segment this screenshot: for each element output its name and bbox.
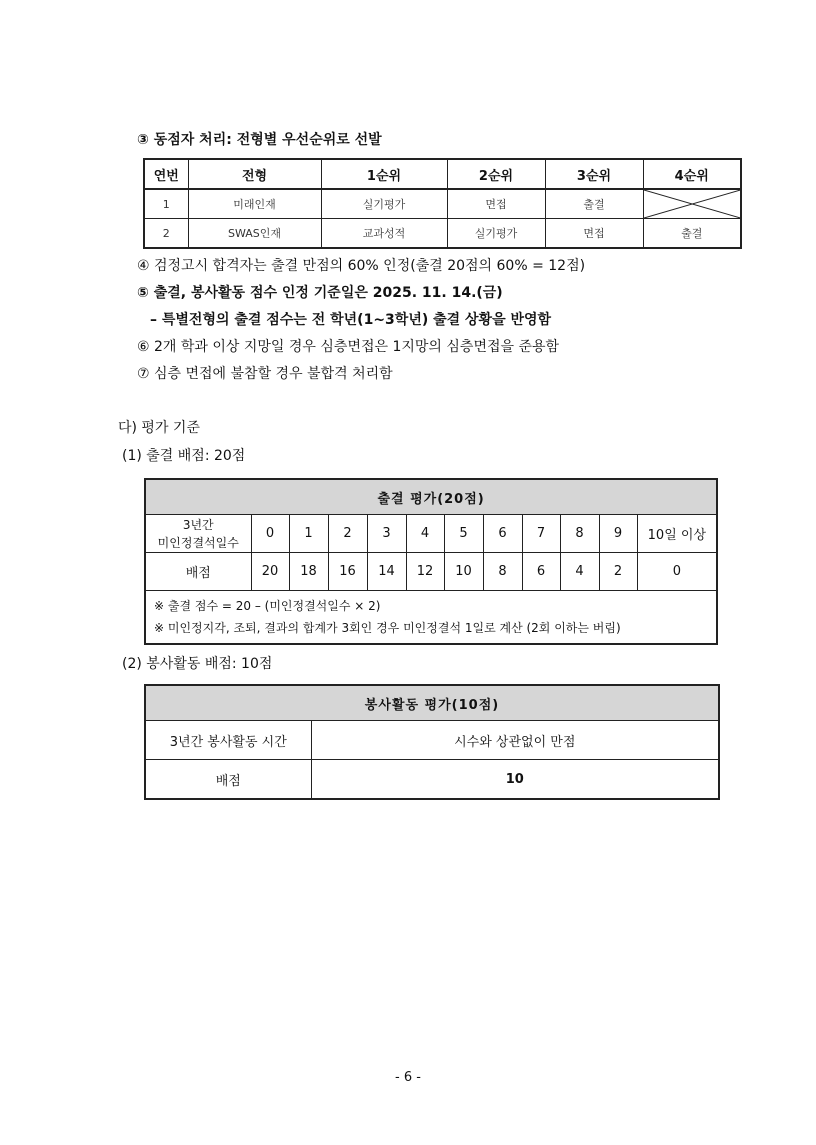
score-cell: 16 (328, 553, 367, 591)
attendance-heading: (1) 출결 배점: 20점 (122, 448, 246, 464)
header-cell: 1순위 (321, 159, 447, 189)
header-cell: 연번 (144, 159, 188, 189)
header-cell: 3순위 (545, 159, 643, 189)
tiebreak-table (143, 158, 742, 249)
volunteer-heading: (2) 봉사활동 배점: 10점 (122, 656, 273, 672)
item-multi-department: ⑥ 2개 학과 이상 지망일 경우 심층면접은 1지망의 심층면접을 준용함 (137, 339, 560, 355)
cross-lines (644, 190, 741, 218)
header-cell: 4순위 (643, 159, 741, 189)
table-cell: 미래인재 (188, 189, 321, 219)
absence-days-label (145, 515, 251, 553)
absence-days-cell: 9 (599, 515, 637, 553)
attendance-score-row (145, 553, 717, 591)
volunteer-score-label: 배점 (145, 760, 311, 800)
header-cell: 2순위 (447, 159, 545, 189)
volunteer-hours-row (145, 721, 719, 760)
table-cell: 면접 (447, 189, 545, 219)
absence-days-cell: 8 (560, 515, 599, 553)
table-cell: 교과성적 (321, 219, 447, 249)
item-ged: ④ 검정고시 합격자는 출결 만점의 60% 인정(출결 20점의 60% = 12점) (137, 258, 586, 274)
attendance-note-formula: ※ 출결 점수 = 20 – (미인정결석일수 × 2) (154, 599, 381, 613)
absence-days-cell: 4 (406, 515, 444, 553)
empty-crossed-cell (643, 189, 741, 219)
score-cell: 18 (289, 553, 328, 591)
table-cell: SWAS인재 (188, 219, 321, 249)
table-cell: 실기평가 (321, 189, 447, 219)
table-cell: 2 (144, 219, 188, 249)
table-row (144, 219, 741, 249)
table-cell: 1 (144, 189, 188, 219)
absence-days-row (145, 515, 717, 553)
attendance-table (144, 478, 718, 645)
table-cell: 출결 (545, 189, 643, 219)
volunteer-table-title: 봉사활동 평가(10점) (145, 685, 719, 721)
attendance-notes-row (145, 591, 717, 645)
volunteer-hours-label: 3년간 봉사활동 시간 (145, 721, 311, 760)
absence-days-cell: 6 (483, 515, 522, 553)
score-cell: 0 (637, 553, 717, 591)
table-cell: 면접 (545, 219, 643, 249)
absence-days-cell: 1 (289, 515, 328, 553)
volunteer-table (144, 684, 720, 800)
absence-days-cell: 5 (444, 515, 483, 553)
attendance-notes (145, 591, 717, 645)
section-title: 다) 평가 기준 (118, 420, 200, 436)
score-cell: 20 (251, 553, 289, 591)
score-cell: 6 (522, 553, 560, 591)
absence-days-cell: 7 (522, 515, 560, 553)
item-interview-absence: ⑦ 심층 면접에 불참할 경우 불합격 처리함 (137, 366, 393, 382)
table-header-row (144, 159, 741, 189)
score-cell: 2 (599, 553, 637, 591)
attendance-table-title: 출결 평가(20점) (145, 479, 717, 515)
item-tiebreak: ③ 동점자 처리: 전형별 우선순위로 선발 (137, 132, 382, 148)
volunteer-score-row (145, 760, 719, 800)
absence-days-label-line1: 3년간 (182, 517, 214, 532)
item-special-attendance: – 특별전형의 출결 점수는 전 학년(1~3학년) 출결 상황을 반영함 (150, 312, 552, 328)
absence-days-cell: 0 (251, 515, 289, 553)
volunteer-score-value: 10 (311, 760, 719, 800)
score-cell: 8 (483, 553, 522, 591)
table-cell: 실기평가 (447, 219, 545, 249)
score-cell: 14 (367, 553, 406, 591)
score-label: 배점 (145, 553, 251, 591)
absence-days-label-line2: 미인정결석일수 (157, 535, 239, 550)
absence-days-cell: 2 (328, 515, 367, 553)
header-cell: 전형 (188, 159, 321, 189)
table-row (144, 189, 741, 219)
score-cell: 4 (560, 553, 599, 591)
score-cell: 12 (406, 553, 444, 591)
table-cell: 출결 (643, 219, 741, 249)
volunteer-hours-value: 시수와 상관없이 만점 (311, 721, 719, 760)
item-reference-date: ⑤ 출결, 봉사활동 점수 인정 기준일은 2025. 11. 14.(금) (137, 285, 503, 301)
page-number: - 6 - (395, 1070, 421, 1085)
absence-days-cell: 3 (367, 515, 406, 553)
absence-days-cell: 10일 이상 (637, 515, 717, 553)
attendance-note-tardy: ※ 미인정지각, 조퇴, 결과의 합계가 3회인 경우 미인정결석 1일로 계산 (2회 이하는 버림) (154, 621, 621, 635)
score-cell: 10 (444, 553, 483, 591)
